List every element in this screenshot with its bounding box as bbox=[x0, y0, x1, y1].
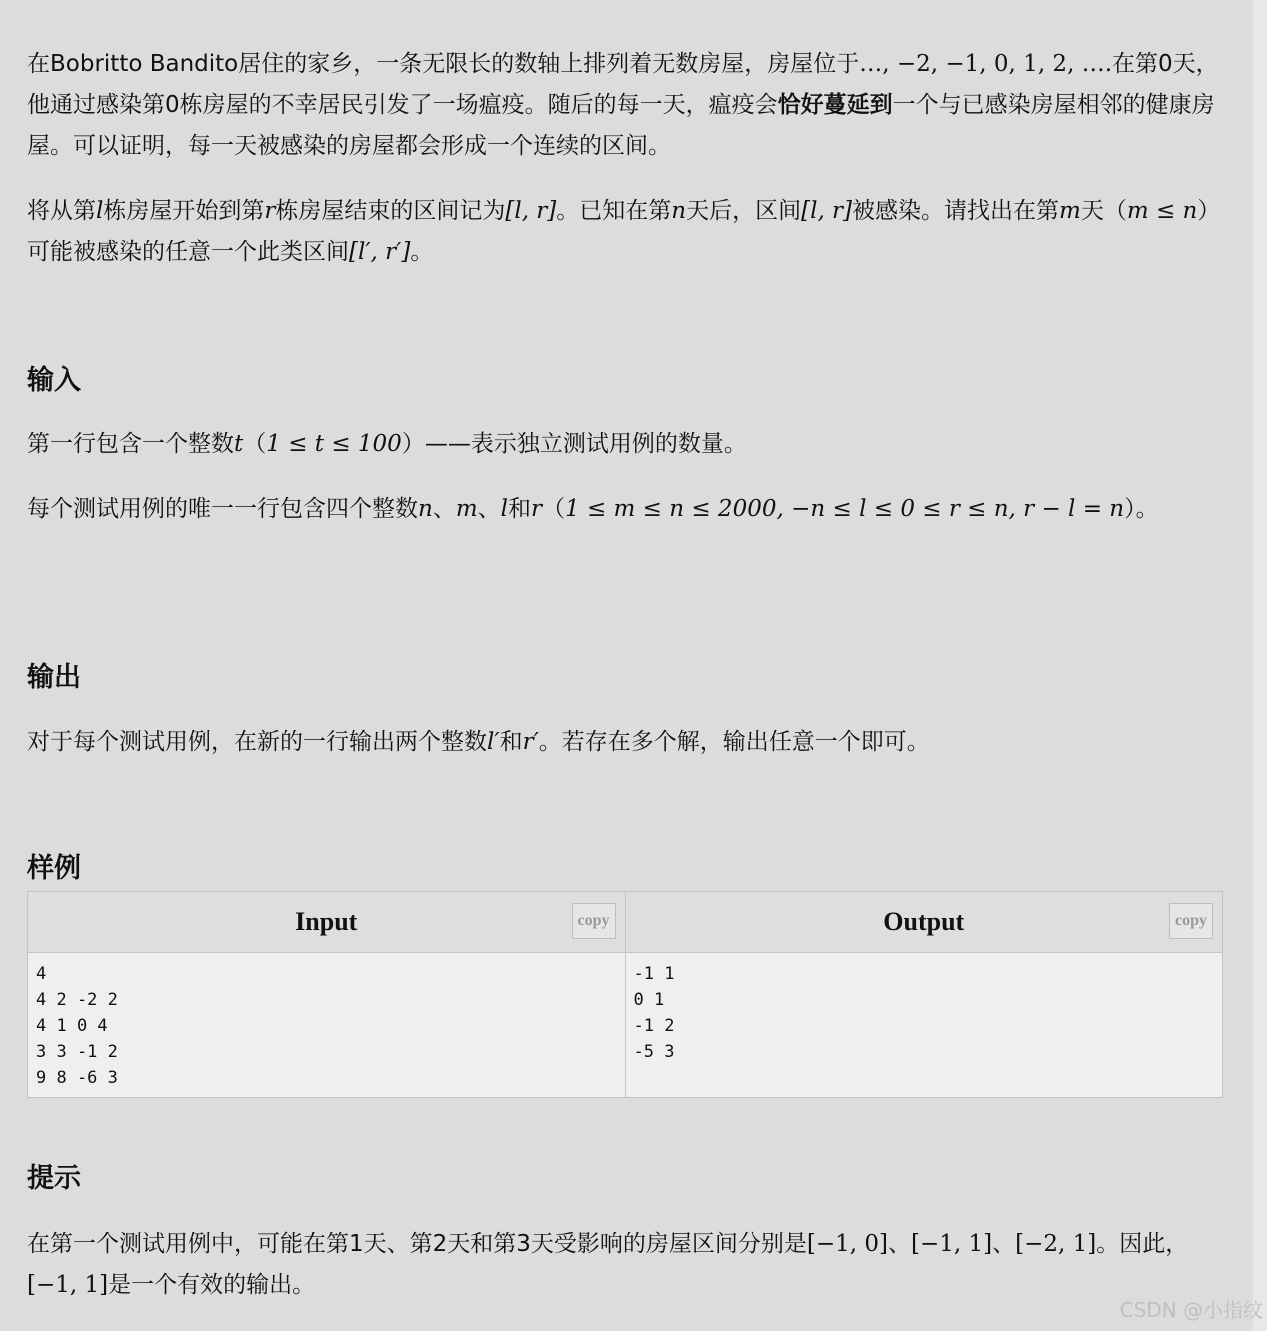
text: 在第一个测试用例中，可能在第1天、第2天和第3天受影响的房屋区间分别是 bbox=[27, 1231, 807, 1257]
bold-text: 恰好蔓延到 bbox=[777, 92, 893, 118]
sample-input-line: 4 1 0 4 bbox=[36, 1016, 108, 1036]
hint-heading: 提示 bbox=[27, 1163, 81, 1194]
statement-paragraph-2 bbox=[27, 191, 1222, 273]
math: l bbox=[500, 496, 508, 522]
sample-output-header bbox=[625, 892, 1223, 953]
math: l′ bbox=[487, 729, 500, 755]
math: [l′, r′] bbox=[349, 239, 411, 265]
output-heading: 输出 bbox=[27, 662, 81, 693]
text: 和 bbox=[499, 729, 523, 755]
watermark: CSDN @小指纹 bbox=[1119, 1298, 1263, 1322]
header-label: Output bbox=[883, 907, 965, 936]
text: 栋房屋开始到第 bbox=[103, 198, 265, 224]
math: r′ bbox=[522, 729, 539, 755]
copy-input-button[interactable]: copy bbox=[572, 903, 616, 939]
text: （ bbox=[243, 431, 267, 457]
text: 。 bbox=[410, 239, 434, 265]
math: …, −2, −1, 0, 1, 2, …. bbox=[859, 51, 1113, 77]
math: r bbox=[531, 496, 542, 522]
math: n bbox=[418, 496, 433, 522]
sample-output-line: -1 2 bbox=[633, 1016, 675, 1036]
text: 。已知在第 bbox=[556, 198, 672, 224]
text: 在第0天，他通过感染第0栋房屋的不幸居民引发了一场瘟疫。随后的每一天，瘟疫会 bbox=[27, 51, 1219, 118]
sample-table bbox=[27, 891, 1223, 1098]
math: t bbox=[234, 431, 244, 457]
sample-heading: 样例 bbox=[27, 853, 81, 884]
page-scrollbar-track[interactable] bbox=[1253, 0, 1267, 1331]
math: [−1, 1] bbox=[27, 1272, 109, 1298]
input-paragraph-1 bbox=[27, 424, 1222, 465]
math: 1 ≤ m ≤ n ≤ 2000, −n ≤ l ≤ 0 ≤ r ≤ n, r − l = n bbox=[565, 496, 1125, 522]
sample-input-line: 4 2 -2 2 bbox=[36, 990, 118, 1010]
sample-input-line: 9 8 -6 3 bbox=[36, 1068, 118, 1088]
math: m ≤ n bbox=[1126, 198, 1198, 224]
math: m bbox=[1059, 198, 1081, 224]
output-paragraph bbox=[27, 722, 1222, 763]
math: [−1, 1] bbox=[911, 1231, 993, 1257]
text: ）可能被感染的任意一个此类区间 bbox=[27, 198, 1221, 265]
sample-output-line: -5 3 bbox=[633, 1042, 675, 1062]
hint-paragraph bbox=[27, 1224, 1222, 1306]
text: 、 bbox=[888, 1231, 912, 1257]
sample-input-line: 3 3 -1 2 bbox=[36, 1042, 118, 1062]
text: 天（ bbox=[1080, 198, 1127, 224]
math: r bbox=[264, 198, 276, 224]
input-heading: 输入 bbox=[27, 365, 81, 396]
text: 天后，区间 bbox=[686, 198, 802, 224]
text: 对于每个测试用例，在新的一行输出两个整数 bbox=[27, 729, 487, 755]
math: [−1, 0] bbox=[806, 1231, 889, 1257]
math: n bbox=[671, 198, 687, 224]
text: 、 bbox=[477, 496, 501, 522]
text: ）——表示独立测试用例的数量。 bbox=[401, 431, 747, 457]
statement-paragraph-1 bbox=[27, 44, 1222, 167]
math: 1 ≤ t ≤ 100 bbox=[266, 431, 402, 457]
text: 是一个有效的输出。 bbox=[108, 1272, 316, 1298]
sample-output-line: 0 1 bbox=[633, 990, 665, 1010]
text: 和 bbox=[508, 496, 531, 522]
text: 。因此， bbox=[1096, 1231, 1189, 1257]
sample-input-cell[interactable] bbox=[28, 953, 626, 1098]
text: 、 bbox=[432, 496, 456, 522]
math: l bbox=[96, 198, 104, 224]
text: 。若存在多个解，输出任意一个即可。 bbox=[538, 729, 930, 755]
text: 第一行包含一个整数 bbox=[27, 431, 234, 457]
math: m bbox=[455, 496, 478, 522]
sample-input-header bbox=[28, 892, 626, 953]
text: 将从第 bbox=[27, 198, 96, 224]
math: [l, r] bbox=[801, 198, 853, 224]
text: （ bbox=[542, 496, 565, 522]
sample-output-line: -1 1 bbox=[633, 964, 675, 984]
text: 一个与已感染房屋相邻的健康房屋。可以证明，每一天被感染的房屋都会形成一个连续的区间。 bbox=[27, 92, 1215, 159]
copy-output-button[interactable]: copy bbox=[1169, 903, 1213, 939]
math: [−2, 1] bbox=[1015, 1231, 1097, 1257]
sample-input-line: 4 bbox=[36, 964, 47, 984]
header-label: Input bbox=[295, 907, 358, 936]
text: 栋房屋结束的区间记为 bbox=[275, 198, 506, 224]
text: 、 bbox=[992, 1231, 1016, 1257]
text: 每个测试用例的唯一一行包含四个整数 bbox=[27, 496, 418, 522]
math: [l, r] bbox=[505, 198, 557, 224]
text: 被感染。请找出在第 bbox=[852, 198, 1060, 224]
text: ）。 bbox=[1124, 496, 1159, 522]
sample-output-cell[interactable] bbox=[625, 953, 1223, 1098]
input-paragraph-2 bbox=[27, 489, 1222, 530]
text: 在Bobritto Bandito居住的家乡，一条无限长的数轴上排列着无数房屋，房屋位于 bbox=[27, 51, 860, 77]
